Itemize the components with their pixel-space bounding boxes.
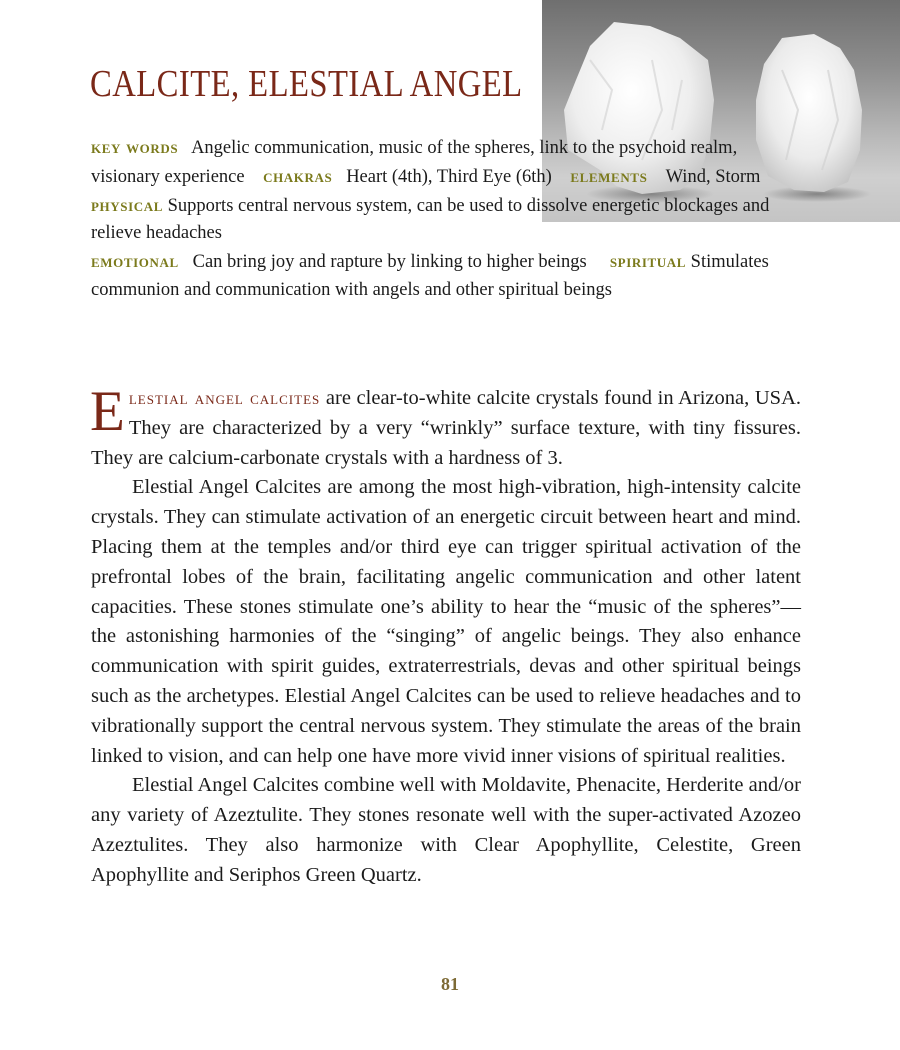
property-label-emotional: emotional <box>91 251 179 272</box>
paragraph-3: Elestial Angel Calcites combine well with Moldavite, Phenacite, Herderite and/or any variety of Azeztulite. They stones resonate well with the super-activated Azozeo Azeztulites. They also harmonize with Clear Apophyllite, Celestite, Green Apophyllite and Seriphos Green Quartz. <box>91 774 801 886</box>
body-text <box>90 380 802 891</box>
paragraph-1 <box>90 380 802 473</box>
paragraph-1-text: are clear-to-white calcite crystals found in Arizona, USA. They are characterized by a very “wrinkly” surface texture, with tiny fissures. They are calcium-carbonate crystals with a hardness of 3. <box>91 387 802 469</box>
property-label-spiritual: spiritual <box>609 251 687 272</box>
page-number: 81 <box>441 974 459 994</box>
drop-cap: E <box>90 380 125 443</box>
property-value-elements: Wind, Storm <box>665 166 761 187</box>
property-value-chakras: Heart (4th), Third Eye (6th) <box>346 166 552 187</box>
property-label-elements: elements <box>570 165 648 186</box>
property-label-chakras: chakras <box>263 165 333 186</box>
properties-block <box>91 134 801 305</box>
property-label-key-words: key words <box>91 137 179 157</box>
paragraph-2: Elestial Angel Calcites are among the most high-vibration, high-intensity calcite crystals. They can stimulate activation of an energetic circuit between heart and mind. Placing them at the temples and/or third eye can trigger spiritual activation of the prefrontal lobes of the brain, facilitating angelic communication and other latent capacities. These stones stimulate one’s ability to hear the “music of the spheres”—the astonishing harmonies of the “singing” of angelic beings. They also enhance communication with spirit guides, extraterrestrials, devas and other spiritual beings such as the archetypes. Elestial Angel Calcites can be used to relieve headaches and to vibrationally support the central nervous system. They stimulate the areas of the brain linked to vision, and can help one have more vivid inner visions of spiritual realities. <box>91 476 801 767</box>
property-value-physical: Supports central nervous system, can be used to dissolve energetic blockages and relieve headaches <box>91 195 770 244</box>
property-value-key-words: Angelic communication, music of the spheres, link to the psychoid realm, visionary experience <box>91 138 738 187</box>
lead-in: lestial angel calcites <box>128 388 321 409</box>
property-label-physical: physical <box>91 194 163 215</box>
property-value-spiritual: Stimulates communion and communication with angels and other spiritual beings <box>91 252 769 300</box>
page-title: CALCITE, ELESTIAL ANGEL <box>90 63 523 105</box>
property-value-emotional: Can bring joy and rapture by linking to higher beings <box>192 252 587 273</box>
